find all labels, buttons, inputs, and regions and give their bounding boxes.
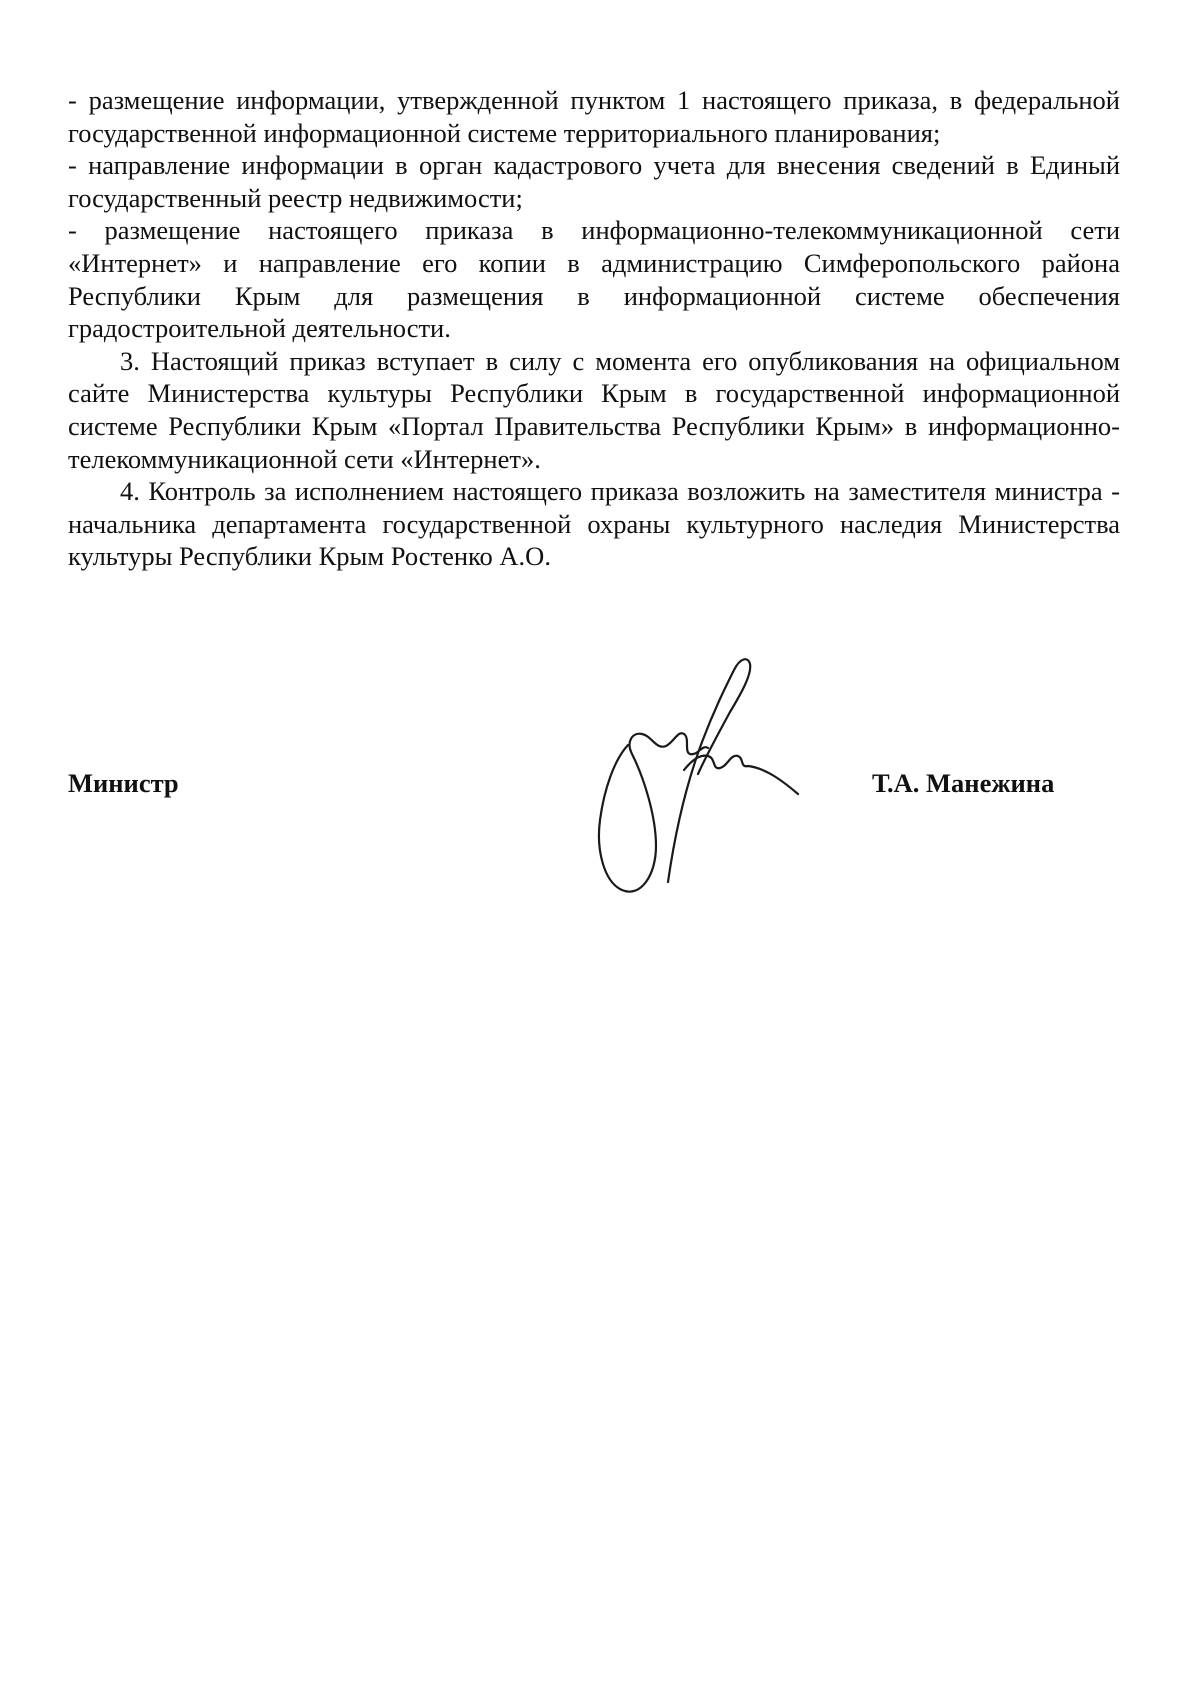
signature-block bbox=[0, 650, 1200, 910]
signatory-name: Т.А. Манежина bbox=[872, 768, 1055, 798]
paragraph-bullet-1: - размещение информации, утвержденной пунктом 1 настоящего приказа, в федеральной государственной информационной системе территориального планирования; bbox=[68, 85, 1120, 148]
paragraph-bullet-3: - размещение настоящего приказа в информационно-телекоммуникационной сети «Интернет» и направление его копии в администрацию Симферопольского района Республики Крым для размещения в информационной системе обеспечения градостроительной деятельности. bbox=[68, 215, 1120, 344]
paragraph-item-3: 3. Настоящий приказ вступает в силу с момента его опубликования на официальном сайте Министерства культуры Республики Крым в государственной информационной системе Республики Крым «Портал Правительства Республики Крым» в информационно-телекоммуникационной сети «Интернет». bbox=[68, 345, 1120, 474]
document-body bbox=[68, 84, 1120, 573]
paragraph-bullet-2: - направление информации в орган кадастрового учета для внесения сведений в Единый государственный реестр недвижимости; bbox=[68, 150, 1120, 213]
handwritten-signature-icon bbox=[580, 650, 810, 900]
paragraph-item-4: 4. Контроль за исполнением настоящего приказа возложить на заместителя министра - начальника департамента государственной охраны культурного наследия Министерства культуры Республики Крым Ростенко А.О. bbox=[68, 476, 1120, 572]
signatory-title: Министр bbox=[68, 768, 179, 798]
